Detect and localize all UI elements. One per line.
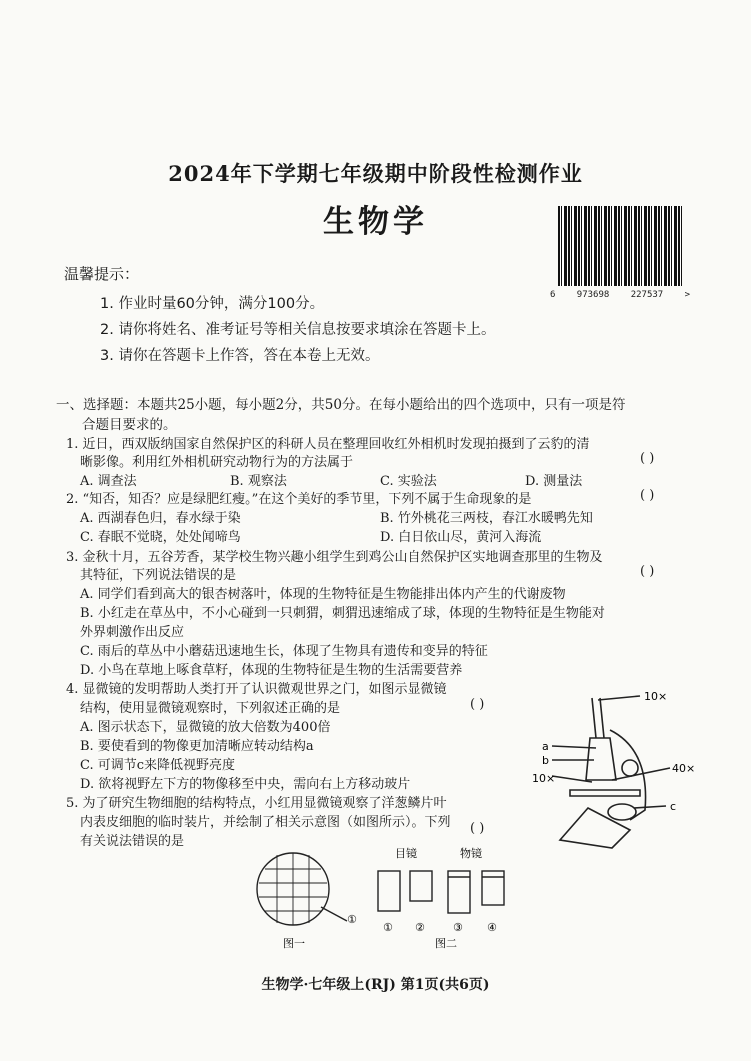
label-c: c bbox=[670, 800, 677, 813]
label-a: a bbox=[542, 740, 549, 753]
eyepiece-2 bbox=[410, 871, 432, 901]
barcode-arrow: > bbox=[684, 290, 690, 300]
objective-label: 物镜 bbox=[460, 847, 482, 860]
barcode-bars bbox=[558, 206, 682, 286]
eyepiece-tube-edge bbox=[600, 698, 604, 738]
q4-option-b: B. 要使看到的物像更加清晰应转动结构a bbox=[80, 739, 314, 754]
q3-option-b-line-2: 外界刺激作出反应 bbox=[80, 625, 185, 640]
section-line-2: 合题目要求的。 bbox=[82, 417, 177, 433]
tip-1: 1. 作业时量60分钟，满分100分。 bbox=[100, 296, 325, 312]
q3-line-2: 其特征，下列说法错误的是 bbox=[80, 568, 237, 583]
q3-option-d: D. 小鸟在草地上啄食草籽，体现的生物特征是生物的生活需要营养 bbox=[80, 663, 463, 678]
q1-line-1: 1. 近日，西双版纳国家自然保护区的科研人员在整理回收红外相机时发现拍摄到了云豹的清 bbox=[66, 437, 590, 452]
q2-option-a: A. 西湖春色归，春水绿于染 bbox=[80, 511, 241, 526]
q5-answer-paren: ( ) bbox=[470, 821, 485, 836]
q2-option-c: C. 春眠不觉晓，处处闻啼鸟 bbox=[80, 530, 241, 545]
objective-40-label: 40× bbox=[672, 762, 696, 775]
q3-answer-paren: ( ) bbox=[640, 564, 655, 579]
mirror bbox=[608, 804, 636, 820]
tip-3: 3. 请你在答题卡上作答，答在本卷上无效。 bbox=[100, 348, 380, 364]
q2-option-b: B. 竹外桃花三两枝，春江水暖鸭先知 bbox=[380, 511, 593, 526]
q5-line-2: 内表皮细胞的临时装片，并绘制了相关示意图（如图所示）。下列 bbox=[80, 815, 451, 830]
q3-option-a: A. 同学们看到高大的银杏树落叶，体现的生物特征是生物能排出体内产生的代谢废物 bbox=[80, 587, 566, 602]
lens-number-1: ① bbox=[383, 921, 393, 934]
q2-answer-paren: ( ) bbox=[640, 488, 655, 503]
q1-option-c: C. 实验法 bbox=[380, 474, 437, 489]
section-line-1: 一、选择题：本题共25小题，每小题2分，共50分。在每小题给出的四个选项中，只有一项是符 bbox=[56, 397, 626, 413]
cell-grid bbox=[259, 853, 327, 925]
q1-line-2: 晰影像。利用红外相机研究动物行为的方法属于 bbox=[80, 455, 354, 470]
barcode bbox=[550, 206, 690, 306]
cell-and-lens-figures bbox=[255, 843, 525, 953]
objective-10-label: 10× bbox=[532, 772, 556, 785]
q2-line-1: 2. “知否，知否？应是绿肥红瘦。”在这个美好的季节里，下列不属于生命现象的是 bbox=[66, 492, 532, 507]
q2-option-d: D. 白日依山尽，黄河入海流 bbox=[380, 530, 542, 545]
q4-option-c: C. 可调节c来降低视野亮度 bbox=[80, 758, 236, 773]
c-leader bbox=[634, 806, 666, 808]
barcode-right: 227537 bbox=[630, 290, 664, 300]
page-footer: 生物学·七年级上(RJ) 第1页(共6页) bbox=[261, 977, 490, 993]
lens-number-2: ② bbox=[415, 921, 425, 934]
eyepiece-mag-label: 10× bbox=[644, 690, 668, 703]
q1-option-b: B. 观察法 bbox=[230, 474, 287, 489]
barcode-left-digit: 6 bbox=[550, 290, 556, 300]
coarse-focus-knob bbox=[622, 760, 638, 776]
q1-option-a: A. 调查法 bbox=[80, 474, 137, 489]
base bbox=[560, 808, 630, 848]
section-1-instructions bbox=[56, 395, 702, 435]
tips-heading: 温馨提示： bbox=[64, 265, 140, 283]
subject-title: 生物学 bbox=[323, 204, 428, 240]
q3-option-b-line-1: B. 小红走在草丛中，不小心碰到一只刺猬，刺猬迅速缩成了球，体现的生物特征是生物能对 bbox=[80, 606, 605, 621]
lens-number-3: ③ bbox=[453, 921, 463, 934]
q5-line-3: 有关说法错误的是 bbox=[80, 834, 185, 849]
exam-title: 2024年下学期七年级期中阶段性检测作业 bbox=[168, 161, 583, 186]
q3-option-c: C. 雨后的草丛中小蘑菇迅速地生长，体现了生物具有遗传和变异的特征 bbox=[80, 644, 488, 659]
q5-line-1: 5. 为了研究生物细胞的结构特点，小红用显微镜观察了洋葱鳞片叶 bbox=[66, 796, 447, 811]
q4-option-a: A. 图示状态下，显微镜的放大倍数为400倍 bbox=[80, 720, 331, 735]
figure-2-caption: 图二 bbox=[435, 937, 457, 950]
objective-2 bbox=[482, 871, 504, 905]
figure-1-caption: 图一 bbox=[283, 937, 305, 950]
eyepiece-tube bbox=[592, 698, 596, 738]
label-b: b bbox=[542, 754, 549, 767]
q4-line-1: 4. 显微镜的发明帮助人类打开了认识微观世界之门，如图示显微镜 bbox=[66, 682, 447, 697]
barcode-numbers bbox=[550, 290, 690, 300]
cell-mark: ① bbox=[347, 913, 357, 926]
objective-40-leader bbox=[612, 768, 670, 780]
q4-option-d: D. 欲将视野左下方的物像移至中央，需向右上方移动玻片 bbox=[80, 777, 411, 792]
eyepiece-1 bbox=[378, 871, 400, 911]
eyepiece-label: 目镜 bbox=[395, 847, 417, 860]
barcode-mid: 973698 bbox=[576, 290, 610, 300]
q1-option-d: D. 测量法 bbox=[525, 474, 583, 489]
q3-line-1: 3. 金秋十月，五谷芳香，某学校生物兴趣小组学生到鸡公山自然保护区实地调查那里的生物及 bbox=[66, 550, 603, 565]
q4-answer-paren: ( ) bbox=[470, 697, 485, 712]
microscope-diagram bbox=[530, 690, 710, 860]
q1-answer-paren: ( ) bbox=[640, 451, 655, 466]
eyepiece-leader bbox=[598, 696, 640, 700]
tip-2: 2. 请你将姓名、准考证号等相关信息按要求填涂在答题卡上。 bbox=[100, 322, 496, 338]
body-tube bbox=[586, 738, 616, 780]
cell-mark-leader bbox=[321, 907, 347, 921]
lens-number-4: ④ bbox=[487, 921, 497, 934]
stage bbox=[570, 790, 640, 796]
q4-line-2: 结构，使用显微镜观察时，下列叙述正确的是 bbox=[80, 701, 341, 716]
